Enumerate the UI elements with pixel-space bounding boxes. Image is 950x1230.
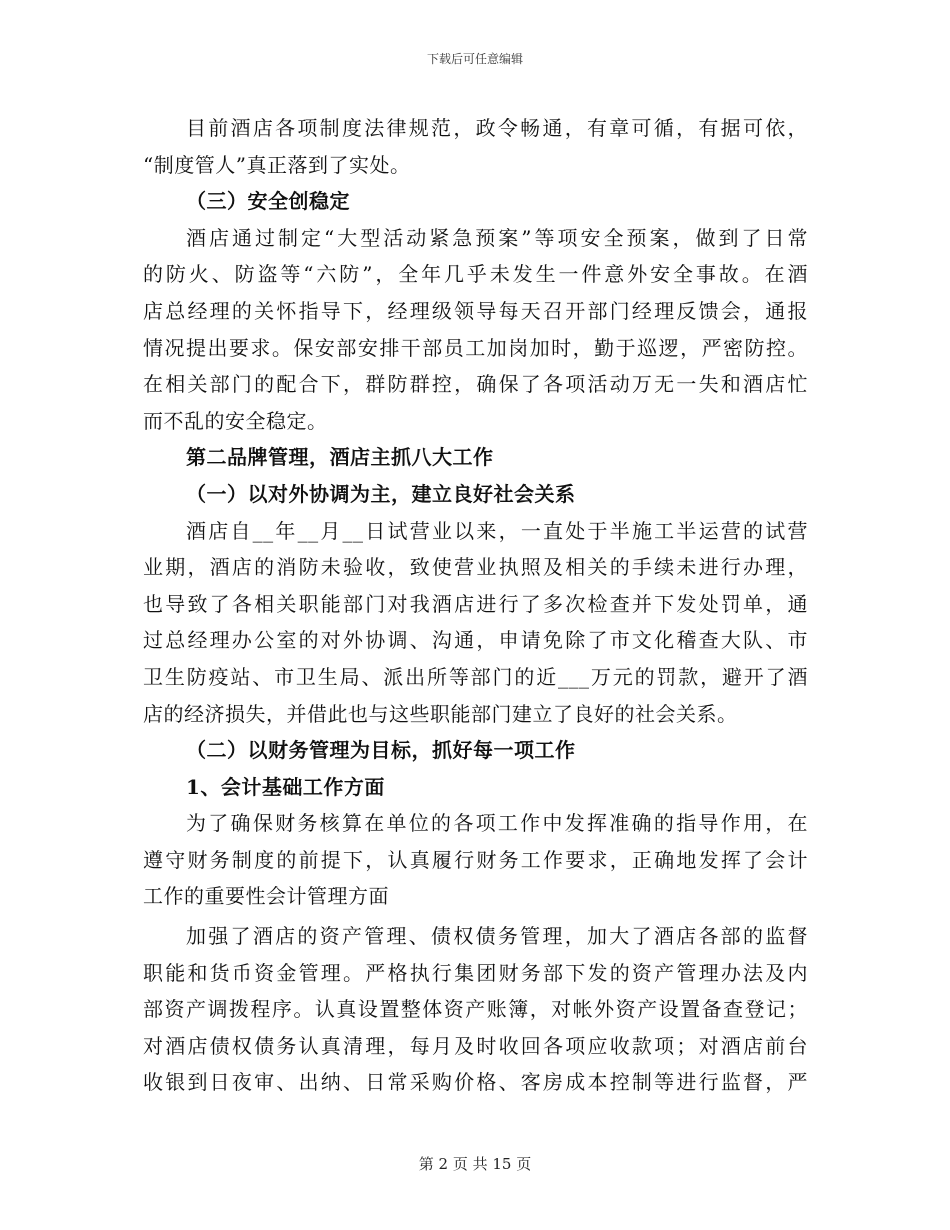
paragraph-line: 工作的重要性会计管理方面 [143, 884, 389, 909]
paragraph-line: 而不乱的安全稳定。 [143, 408, 328, 433]
paragraph-line: 卫生防疫站、市卫生局、派出所等部门的近___万元的罚款，避开了酒 [143, 664, 808, 689]
paragraph-line: 加强了酒店的资产管理、债权债务管理，加大了酒店各部的监督 [186, 924, 808, 949]
paragraph-line: 在相关部门的配合下，群防群控，确保了各项活动万无一失和酒店忙 [143, 372, 808, 397]
paragraph-line: 部资产调拨程序。认真设置整体资产账簿，对帐外资产设置备查登记； [143, 997, 808, 1022]
paragraph-line: 店总经理的关怀指导下，经理级领导每天召开部门经理反馈会，通报 [143, 298, 808, 323]
paragraph-line: 目前酒店各项制度法律规范，政令畅通，有章可循，有据可依， [186, 116, 808, 140]
chapter-heading: 第二品牌管理，酒店主抓八大工作 [186, 445, 494, 470]
page-header: 下载后可任意编辑 [426, 52, 523, 66]
paragraph-line: 酒店自__年__月__日试营业以来，一直处于半施工半运营的试营 [186, 518, 808, 543]
section-heading: （二）以财务管理为目标，抓好每一项工作 [186, 738, 576, 763]
paragraph-line: 也导致了各相关职能部门对我酒店进行了多次检查并下发处罚单，通 [143, 591, 808, 616]
paragraph-line: 过总经理办公室的对外协调、沟通，申请免除了市文化稽查大队、市 [143, 628, 808, 653]
paragraph-line: 职能和货币资金管理。严格执行集团财务部下发的资产管理办法及内 [143, 960, 808, 985]
section-heading: （三）安全创稳定 [186, 189, 350, 214]
paragraph-line: 店的经济损失，并借此也与这些职能部门建立了良好的社会关系。 [143, 701, 738, 726]
document-body [143, 110, 808, 1101]
paragraph-line: 遵守财务制度的前提下，认真履行财务工作要求，正确地发挥了会计 [143, 847, 808, 872]
paragraph-line: 业期，酒店的消防未验收，致使营业执照及相关的手续未进行办理， [143, 555, 808, 580]
section-heading: （一）以对外协调为主，建立良好社会关系 [186, 481, 576, 506]
paragraph-line: 对酒店债权债务认真清理，每月及时收回各项应收款项；对酒店前台 [143, 1033, 808, 1058]
paragraph-line: 的防火、防盗等“六防”，全年几乎未发生一件意外安全事故。在酒 [143, 262, 808, 287]
subsection-heading: 1、会计基础工作方面 [186, 774, 385, 799]
paragraph-line: 情况提出要求。保安部安排干部员工加岗加时，勤于巡逻，严密防控。 [143, 335, 808, 360]
paragraph-line: 为了确保财务核算在单位的各项工作中发挥准确的指导作用，在 [186, 811, 808, 836]
paragraph-line: “制度管人”真正落到了实处。 [143, 152, 411, 177]
paragraph-line: 收银到日夜审、出纳、日常采购价格、客房成本控制等进行监督，严 [143, 1070, 808, 1095]
paragraph-line: 酒店通过制定“大型活动紧急预案”等项安全预案，做到了日常 [186, 225, 808, 250]
page-number: 第 2 页 共 15 页 [418, 1155, 532, 1173]
